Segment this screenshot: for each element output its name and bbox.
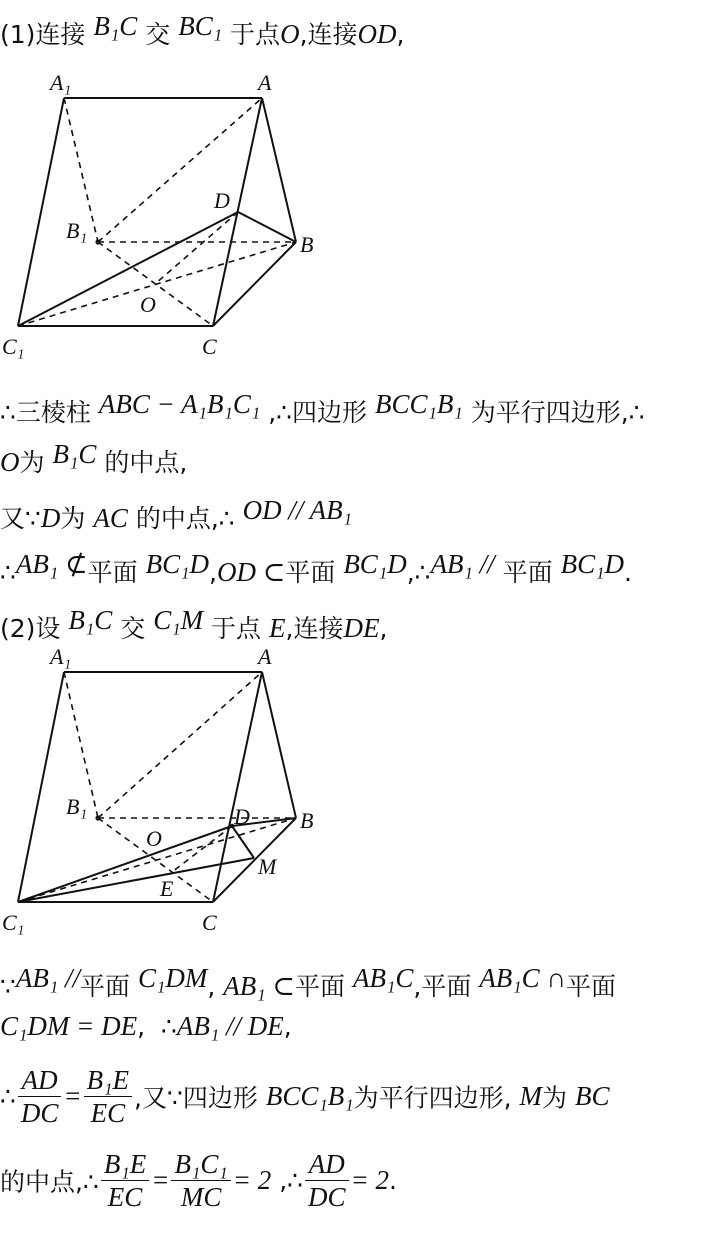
math: AB₁ // DE: [176, 1011, 284, 1041]
math: D: [40, 503, 61, 533]
step1-line-4: [0, 548, 632, 589]
part2-label: (2): [0, 614, 36, 643]
text: 为平行四边形,: [353, 1083, 512, 1113]
text: 交: [145, 20, 171, 49]
label-C: C: [202, 334, 217, 359]
text: 为平行四边形,∴: [470, 398, 645, 427]
math: C₁DM = DE: [0, 1011, 138, 1041]
text: ,∴: [279, 1166, 304, 1195]
label-A1: A₁: [50, 70, 72, 95]
math: C₁DM: [138, 963, 208, 993]
text: ∴: [0, 1082, 16, 1111]
text: ∴: [0, 558, 16, 587]
text: 平面: [87, 558, 138, 587]
label-C1: C₁: [2, 910, 25, 935]
math: AB₁ //: [430, 549, 495, 579]
label-B1: B₁: [66, 794, 88, 819]
text: ,: [283, 1012, 292, 1041]
text: 设: [35, 614, 61, 643]
text: ,连接: [299, 20, 358, 49]
text: ,∴: [406, 558, 431, 587]
numerator: AD: [305, 1148, 349, 1181]
text: .: [624, 558, 632, 587]
math: BC₁D: [343, 549, 407, 579]
text: ,: [396, 20, 405, 49]
label-M: M: [258, 854, 277, 879]
denominator: DC: [308, 1182, 346, 1212]
fraction-ad-dc: [305, 1148, 349, 1213]
text: 于点: [211, 614, 262, 643]
text: ,: [379, 614, 388, 643]
denominator: MC: [180, 1182, 222, 1212]
fraction-b1e-ec: [101, 1148, 149, 1213]
text: 的中点,∴: [0, 1167, 99, 1197]
math: DE: [343, 613, 380, 643]
numerator: AD: [18, 1064, 62, 1097]
text: ,又∵四边形: [134, 1083, 258, 1113]
label-O: O: [146, 826, 162, 851]
prism-figure-1: [0, 60, 340, 370]
label-B: B: [300, 232, 314, 257]
label-E: E: [160, 876, 174, 901]
math: OD ⊂: [216, 557, 286, 587]
text: 平面: [285, 558, 336, 587]
fraction-b1c1-mc: [171, 1148, 230, 1213]
math: OD // AB₁: [242, 495, 353, 525]
denominator: EC: [107, 1182, 143, 1212]
math: AB₁C: [353, 963, 414, 993]
text: 为: [542, 1083, 568, 1113]
math: BC₁: [178, 11, 223, 41]
text: ,连接: [285, 614, 344, 643]
math: B₁C: [52, 439, 97, 469]
step2-line-2: [0, 1010, 292, 1043]
numerator: B₁C₁: [171, 1148, 230, 1181]
fraction-b1e-ec: [84, 1064, 132, 1129]
math: AB₁ //: [15, 963, 81, 993]
part2-intro: [0, 604, 387, 645]
text: 平面: [565, 972, 616, 1001]
math: B₁C: [68, 605, 113, 635]
math: C₁M: [153, 605, 204, 635]
step1-line-3: [0, 494, 352, 535]
label-O: O: [140, 292, 156, 317]
math: AB₁C ∩: [479, 963, 566, 993]
math: = 2: [232, 1165, 272, 1195]
text: .: [389, 1166, 397, 1195]
math: AB₁ ⊂: [223, 971, 296, 1001]
label-D: D: [214, 188, 230, 213]
part1-label: (1): [0, 20, 36, 49]
label-D: D: [234, 804, 250, 829]
text: 为: [60, 504, 86, 533]
math: AC: [93, 503, 128, 533]
math: =: [63, 1081, 82, 1111]
label-B: B: [300, 808, 314, 833]
math: O: [0, 447, 20, 477]
math: =: [151, 1165, 170, 1195]
text: ,: [207, 972, 216, 1001]
fraction-ad-dc: [18, 1064, 62, 1129]
text: 的中点,: [104, 448, 188, 477]
label-C: C: [202, 910, 217, 935]
label-A1: A₁: [50, 644, 72, 669]
text: 又∵: [0, 504, 41, 533]
text: 平面: [502, 558, 553, 587]
text: 平面: [295, 972, 346, 1001]
text: 为: [19, 448, 45, 477]
step2-line-1: [0, 962, 616, 1003]
numerator: B₁E: [84, 1064, 132, 1097]
part1-intro: [0, 10, 404, 51]
label-B1: B₁: [66, 218, 88, 243]
text: 连接: [35, 20, 86, 49]
step2-line-3: [0, 1064, 610, 1129]
math: OD: [357, 19, 397, 49]
step2-line-4: [0, 1148, 397, 1213]
math: BCC₁B₁: [265, 1081, 354, 1111]
text: ∵: [0, 972, 16, 1001]
text: ∴三棱柱: [0, 398, 91, 427]
text: 平面: [80, 972, 131, 1001]
math: E: [269, 613, 286, 643]
label-A: A: [258, 644, 272, 669]
text: ∴: [160, 1012, 177, 1041]
text: ,: [137, 1012, 146, 1041]
math: = 2: [350, 1165, 390, 1195]
math: AB₁ ⊄: [15, 549, 88, 579]
text: ,∴四边形: [268, 398, 368, 427]
denominator: DC: [20, 1098, 59, 1128]
math: M: [519, 1081, 543, 1111]
text: 于点: [230, 20, 281, 49]
label-C1: C₁: [2, 334, 25, 359]
numerator: B₁E: [101, 1148, 149, 1181]
text: 的中点,∴: [135, 504, 235, 533]
label-A: A: [258, 70, 272, 95]
math: BC: [575, 1081, 610, 1111]
math: BC₁D: [560, 549, 624, 579]
prism-figure-2: [0, 640, 340, 940]
text: 交: [120, 614, 146, 643]
math: B₁C: [93, 11, 138, 41]
step1-line-2: [0, 438, 187, 479]
text: ,: [209, 558, 217, 587]
math: BC₁D: [145, 549, 210, 579]
math: BCC₁B₁: [375, 389, 463, 419]
step1-line-1: [0, 388, 645, 429]
denominator: EC: [90, 1098, 126, 1128]
math: O: [280, 19, 300, 49]
math: ABC − A₁B₁C₁: [98, 389, 261, 419]
text: ,平面: [413, 972, 472, 1001]
